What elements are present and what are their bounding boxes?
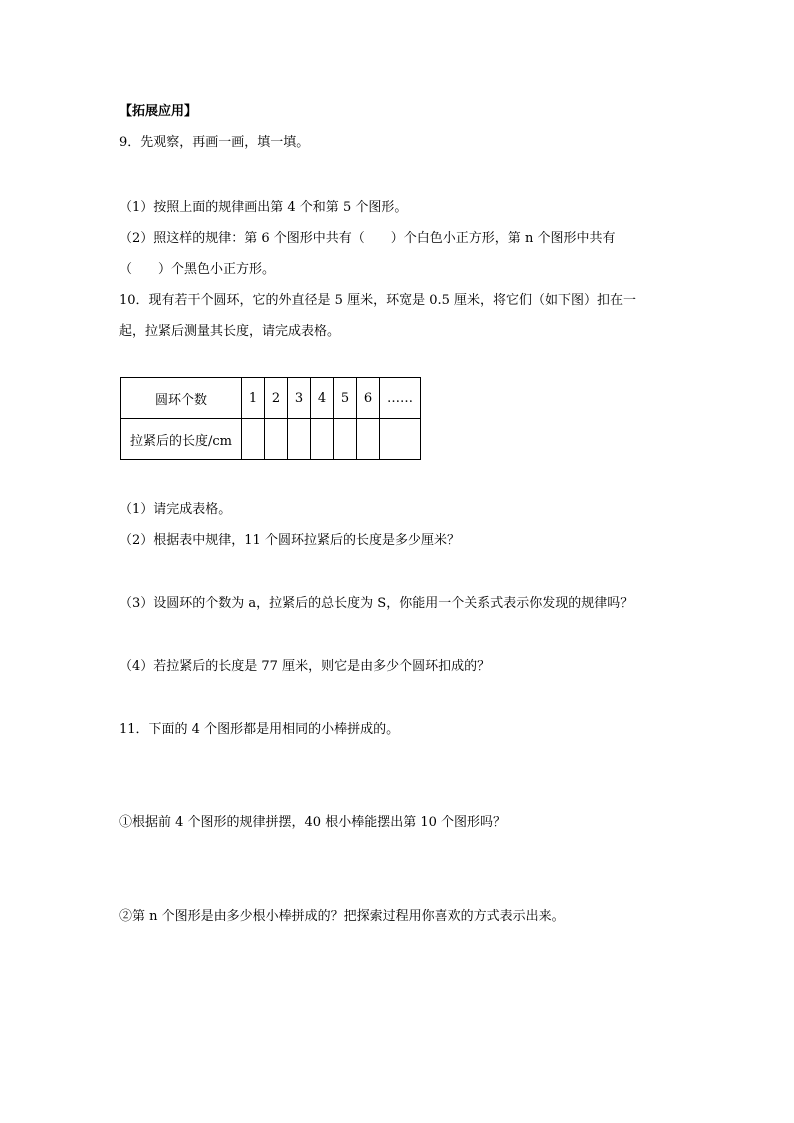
table-blank-cell [380, 419, 421, 460]
section-title: 【拓展应用】 [119, 104, 198, 119]
table-blank-cell [242, 419, 265, 460]
table-blank-cell [357, 419, 380, 460]
table-cell-count-5: 5 [334, 378, 357, 419]
table-row [121, 378, 421, 419]
table-blank-cell [311, 419, 334, 460]
table-header-ring-count: 圆环个数 [121, 378, 242, 419]
table-blank-cell [334, 419, 357, 460]
question-10-part-4: （4）若拉紧后的长度是 77 厘米，则它是由多少个圆环扣成的？ [119, 659, 491, 674]
question-11-part-1: ①根据前 4 个图形的规律拼摆，40 根小棒能摆出第 10 个图形吗？ [119, 815, 507, 830]
question-9-stem: 9．先观察，再画一画，填一填。 [119, 135, 310, 150]
table-cell-count-4: 4 [311, 378, 334, 419]
question-10-part-1: （1）请完成表格。 [119, 502, 232, 517]
question-9-part-1: （1）按照上面的规律画出第 4 个和第 5 个图形。 [119, 200, 408, 215]
question-11-stem: 11．下面的 4 个图形都是用相同的小棒拼成的。 [119, 722, 400, 737]
question-9-part-2-line-2: （ ）个黑色小正方形。 [119, 262, 276, 277]
table-row [121, 419, 421, 460]
table-blank-cell [288, 419, 311, 460]
table-cell-ellipsis: …… [380, 378, 421, 419]
question-9-part-2-line-1: （2）照这样的规律：第 6 个图形中共有（ ）个白色小正方形，第 n 个图形中共有 [119, 231, 616, 246]
ring-length-table [120, 377, 421, 460]
question-10-stem-line-1: 10．现有若干个圆环，它的外直径是 5 厘米，环宽是 0.5 厘米，将它们（如下图）扣在一 [119, 293, 637, 308]
table-header-length: 拉紧后的长度/cm [121, 419, 242, 460]
question-10-part-3: （3）设圆环的个数为 a，拉紧后的总长度为 S，你能用一个关系式表示你发现的规律吗？ [119, 596, 634, 611]
table-cell-count-2: 2 [265, 378, 288, 419]
table-cell-count-1: 1 [242, 378, 265, 419]
question-10-part-2: （2）根据表中规律，11 个圆环拉紧后的长度是多少厘米？ [119, 533, 460, 548]
table-cell-count-6: 6 [357, 378, 380, 419]
table-cell-count-3: 3 [288, 378, 311, 419]
question-10-stem-line-2: 起，拉紧后测量其长度，请完成表格。 [119, 324, 341, 339]
table-blank-cell [265, 419, 288, 460]
question-11-part-2: ②第 n 个图形是由多少根小棒拼成的？把探索过程用你喜欢的方式表示出来。 [119, 909, 565, 924]
